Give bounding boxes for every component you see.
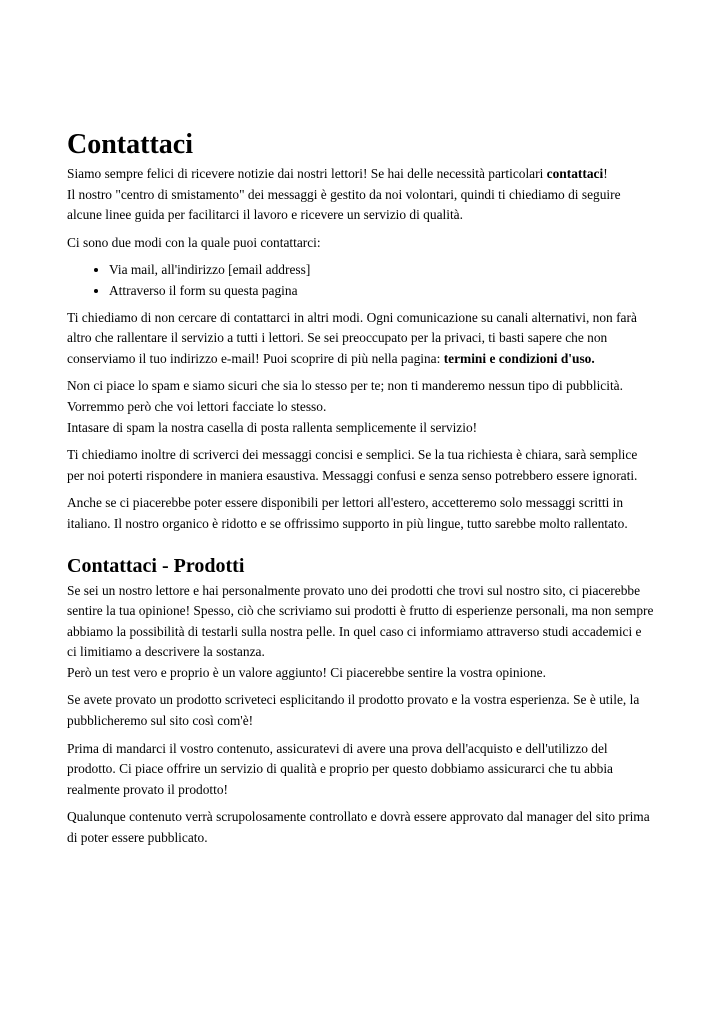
section-title-prodotti: Contattaci - Prodotti (67, 554, 245, 577)
intro-paragraph (67, 164, 654, 226)
products-paragraph-4: Qualunque contenuto verrà scrupolosamente controllato e dovrà essere approvato dal manager del sito prima di poter essere pubblicato. (67, 809, 650, 846)
contact-methods-list (67, 260, 654, 301)
intro-exclamation: ! (603, 166, 608, 181)
page-title: Contattaci (67, 129, 193, 160)
intro-line2: Il nostro "centro di smistamento" dei messaggi è gestito da noi volontari, quindi ti chiediamo di seguire alcune linee guida per facilitarci il lavoro e ricevere un servizio di qualità. (67, 186, 621, 223)
concise-paragraph: Ti chiediamo inoltre di scriverci dei messaggi concisi e semplici. Se la tua richiesta è chiara, sarà semplice per noi poterti rispondere in maniera esaustiva. Messaggi confusi e senza senso potrebbero essere ignorati. (67, 447, 638, 483)
products-intro-line1: Se sei un nostro lettore e hai personalmente provato uno dei prodotti che trovi sul nostro sito, ci piacerebbe sentire la tua opinione! Spesso, ciò che scriviamo sui prodotti è frutto di esperienze personali, ma non sempre abbiamo la possibilità di testarli sulla nostra pelle. In quel caso ci informiamo attraverso studi accademici e ci limitiamo a descrivere la sostanza. (67, 582, 654, 660)
contact-methods-intro: Ci sono due modi con la quale puoi contattarci: (67, 234, 321, 250)
products-intro-paragraph (67, 581, 654, 684)
products-intro-line2: Però un test vero e proprio è un valore aggiunto! Ci piacerebbe sentire la vostra opinione. (67, 664, 546, 680)
list-item: • Via mail, all'indirizzo [email address] (109, 260, 654, 281)
list-item: • Attraverso il form su questa pagina (109, 281, 654, 302)
intro-text: Siamo sempre felici di ricevere notizie dai nostri lettori! Se hai delle necessità particolari (67, 166, 547, 181)
spam-paragraph (67, 376, 654, 438)
contattaci-bold: contattaci (546, 166, 604, 181)
language-paragraph: Anche se ci piacerebbe poter essere disponibili per lettori all'estero, accetteremo solo messaggi scritti in italiano. Il nostro organico è ridotto e se offrissimo supporto in più lingue, tutto sarebbe molto rallentato. (67, 495, 628, 531)
products-paragraph-2: Se avete provato un prodotto scriveteci esplicitando il prodotto provato e la vostra esperienza. Se è utile, la pubblicheremo sul sito così com'è! (67, 692, 640, 729)
privacy-text: Ti chiediamo di non cercare di contattarci in altri modi. Ogni comunicazione su canali alternativi, non farà altro che rallentare il servizio a tutti i lettori. Se sei preoccupato per la privaci, ti basti sapere che non conserviamo il tuo indirizzo e-mail! Puoi scoprire di più nella pagina: (67, 309, 637, 366)
privacy-paragraph (67, 308, 654, 370)
terms-link[interactable]: termini e condizioni d'uso. (443, 350, 595, 366)
products-paragraph-3: Prima di mandarci il vostro contenuto, assicuratevi di avere una prova dell'acquisto e dell'utilizzo del prodotto. Ci piace offrire un servizio di qualità e proprio per questo dobbiamo assicurarci che tu abbia realmente provato il prodotto! (67, 740, 613, 797)
spam-line1: Non ci piace lo spam e siamo sicuri che sia lo stesso per te; non ti manderemo nessun tipo di pubblicità. Vorremmo però che voi lettori facciate lo stesso. (67, 378, 623, 414)
spam-line2: Intasare di spam la nostra casella di posta rallenta semplicemente il servizio! (67, 419, 478, 435)
